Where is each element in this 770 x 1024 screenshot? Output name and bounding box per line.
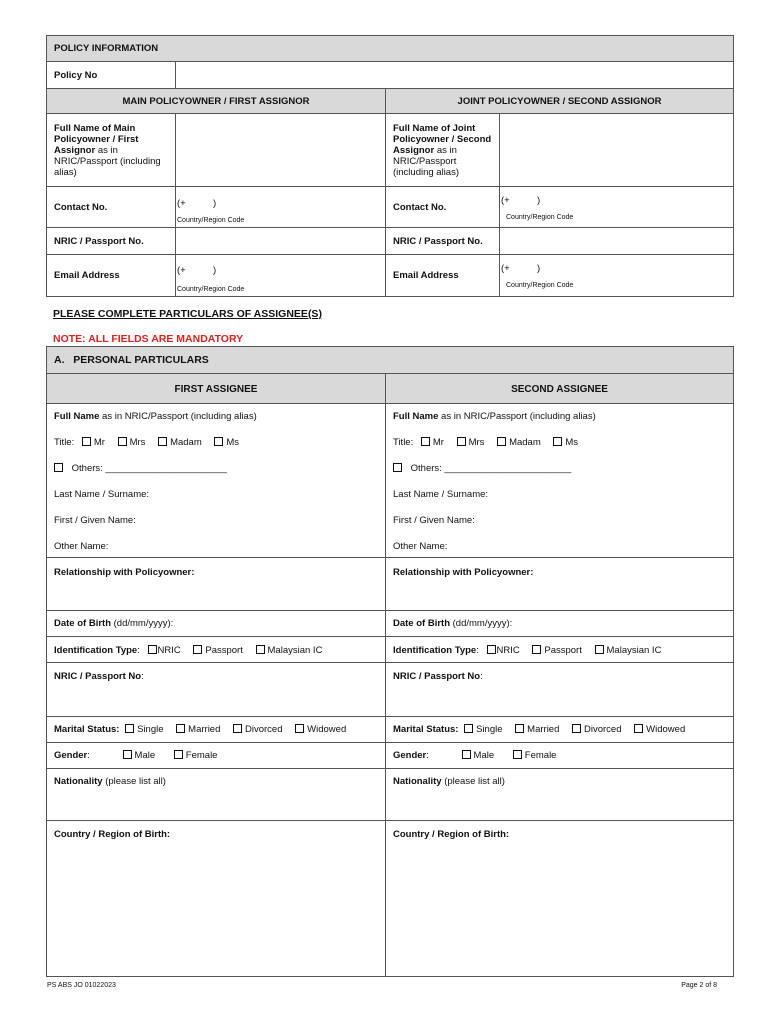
- first-title-ms-checkbox[interactable]: [214, 437, 223, 446]
- joint-email-label: Email Address: [393, 270, 459, 281]
- joint-nric-label: NRIC / Passport No.: [393, 236, 483, 247]
- main-nric-label: NRIC / Passport No.: [54, 236, 144, 247]
- second-nationality-label: Nationality (please list all): [393, 776, 505, 787]
- joint-email-close: ): [537, 263, 541, 274]
- second-birth-country-label: Country / Region of Birth:: [393, 829, 510, 840]
- first-full-name-label: Full Name as in NRIC/Passport (including alias): [54, 411, 257, 422]
- second-gender-male-checkbox[interactable]: [462, 750, 471, 759]
- second-title-mr-checkbox[interactable]: [421, 437, 430, 446]
- form-code: PS ABS JO 01022023: [47, 982, 116, 989]
- first-marital-single-checkbox[interactable]: [125, 724, 134, 733]
- personal-particulars-header: [47, 347, 733, 374]
- joint-contact-prefix: (+: [501, 195, 510, 206]
- first-birth-country-label: Country / Region of Birth:: [54, 829, 171, 840]
- first-id-nric-checkbox[interactable]: [148, 645, 157, 654]
- second-id-passport-checkbox[interactable]: [532, 645, 541, 654]
- second-marital-row: Marital Status: Single Married Divorced Widowed: [393, 724, 686, 735]
- first-marital-row: Marital Status: Single Married Divorced Widowed: [54, 724, 347, 735]
- first-gender-male-checkbox[interactable]: [123, 750, 132, 759]
- policy-no-input[interactable]: [176, 63, 732, 88]
- second-assignee-header: SECOND ASSIGNEE: [511, 384, 608, 395]
- first-other-name-label: Other Name:: [54, 541, 109, 552]
- first-last-name-label: Last Name / Surname:: [54, 489, 150, 500]
- main-email-close: ): [213, 265, 217, 276]
- main-email-label: Email Address: [54, 270, 120, 281]
- second-gender-row: Gender: Male Female: [393, 750, 557, 761]
- complete-instruction: PLEASE COMPLETE PARTICULARS OF ASSIGNEE(S): [53, 308, 322, 320]
- joint-full-name-label: Full Name of Joint Policyowner / Second Assignor as in NRIC/Passport (including alias): [393, 123, 492, 178]
- first-id-type-row: Identification Type: NRIC Passport Malaysian IC: [54, 645, 323, 656]
- first-id-malaysian-ic-checkbox[interactable]: [256, 645, 265, 654]
- first-nationality-label: Nationality (please list all): [54, 776, 166, 787]
- first-gender-row: Gender: Male Female: [54, 750, 218, 761]
- second-title-ms-checkbox[interactable]: [553, 437, 562, 446]
- main-country-code-caption: Country/Region Code: [177, 217, 245, 224]
- joint-contact-close: ): [537, 195, 541, 206]
- second-other-name-label: Other Name:: [393, 541, 448, 552]
- first-id-passport-checkbox[interactable]: [193, 645, 202, 654]
- first-title-mr-checkbox[interactable]: [82, 437, 91, 446]
- first-marital-widowed-checkbox[interactable]: [295, 724, 304, 733]
- main-contact-label: Contact No.: [54, 202, 108, 213]
- second-id-type-row: Identification Type: NRIC Passport Malaysian IC: [393, 645, 662, 656]
- main-policyowner-header: MAIN POLICYOWNER / FIRST ASSIGNOR: [122, 96, 310, 107]
- second-nric-label: NRIC / Passport No:: [393, 671, 483, 682]
- second-marital-divorced-checkbox[interactable]: [572, 724, 581, 733]
- policy-information-table: [46, 35, 734, 297]
- main-email-prefix: (+: [177, 265, 186, 276]
- joint-contact-input[interactable]: [500, 187, 732, 226]
- first-marital-divorced-checkbox[interactable]: [233, 724, 242, 733]
- first-title-madam-checkbox[interactable]: [158, 437, 167, 446]
- first-nric-label: NRIC / Passport No:: [54, 671, 144, 682]
- main-contact-close: ): [213, 198, 217, 209]
- second-marital-married-checkbox[interactable]: [515, 724, 524, 733]
- first-gender-female-checkbox[interactable]: [174, 750, 183, 759]
- first-relationship-label: Relationship with Policyowner:: [54, 567, 195, 578]
- joint-contact-label: Contact No.: [393, 202, 447, 213]
- joint-nric-input[interactable]: [500, 228, 732, 253]
- policy-info-header: [47, 36, 733, 62]
- second-title-others-checkbox[interactable]: [393, 463, 402, 472]
- second-others-row: Others: ________________________: [393, 463, 571, 474]
- main-contact-prefix: (+: [177, 198, 186, 209]
- joint-full-name-input[interactable]: [500, 115, 732, 185]
- second-id-nric-checkbox[interactable]: [487, 645, 496, 654]
- personal-particulars-table: [46, 346, 734, 977]
- second-dob-label: Date of Birth (dd/mm/yyyy):: [393, 618, 513, 629]
- first-others-row: Others: _______________________: [54, 463, 227, 474]
- second-marital-single-checkbox[interactable]: [464, 724, 473, 733]
- joint-policyowner-header: JOINT POLICYOWNER / SECOND ASSIGNOR: [457, 96, 662, 107]
- second-marital-widowed-checkbox[interactable]: [634, 724, 643, 733]
- second-given-name-label: First / Given Name:: [393, 515, 475, 526]
- main-email-caption: Country/Region Code: [177, 286, 245, 293]
- first-title-others-checkbox[interactable]: [54, 463, 63, 472]
- main-nric-input[interactable]: [176, 228, 384, 253]
- second-full-name-label: Full Name as in NRIC/Passport (including alias): [393, 411, 596, 422]
- first-assignee-column: [47, 374, 385, 976]
- page-number: Page 2 of 8: [681, 982, 717, 989]
- first-title-mrs-checkbox[interactable]: [118, 437, 127, 446]
- mandatory-note: NOTE: ALL FIELDS ARE MANDATORY: [53, 333, 244, 345]
- joint-email-prefix: (+: [501, 263, 510, 274]
- joint-email-input[interactable]: [500, 255, 732, 296]
- first-dob-label: Date of Birth (dd/mm/yyyy):: [54, 618, 174, 629]
- main-email-input[interactable]: [176, 255, 384, 296]
- second-relationship-label: Relationship with Policyowner:: [393, 567, 534, 578]
- second-gender-female-checkbox[interactable]: [513, 750, 522, 759]
- joint-email-caption: Country/Region Code: [506, 282, 574, 289]
- second-title-mrs-checkbox[interactable]: [457, 437, 466, 446]
- second-assignee-column: [386, 374, 733, 976]
- joint-country-code-caption: Country/Region Code: [506, 214, 574, 221]
- policy-no-label: Policy No: [54, 70, 98, 81]
- second-title-row: Title: Mr Mrs Madam Ms: [393, 437, 579, 448]
- first-assignee-header: FIRST ASSIGNEE: [174, 384, 258, 395]
- main-contact-input[interactable]: [176, 187, 384, 226]
- second-last-name-label: Last Name / Surname:: [393, 489, 489, 500]
- first-given-name-label: First / Given Name:: [54, 515, 136, 526]
- policy-info-title: POLICY INFORMATION: [54, 43, 159, 54]
- main-full-name-input[interactable]: [176, 115, 384, 185]
- second-title-madam-checkbox[interactable]: [497, 437, 506, 446]
- first-title-row: Title: Mr Mrs Madam Ms: [54, 437, 240, 448]
- second-id-malaysian-ic-checkbox[interactable]: [595, 645, 604, 654]
- first-marital-married-checkbox[interactable]: [176, 724, 185, 733]
- personal-particulars-title: A. PERSONAL PARTICULARS: [54, 354, 209, 366]
- main-full-name-label: Full Name of Main Policyowner / First Assignor as in NRIC/Passport (including alias): [54, 123, 161, 178]
